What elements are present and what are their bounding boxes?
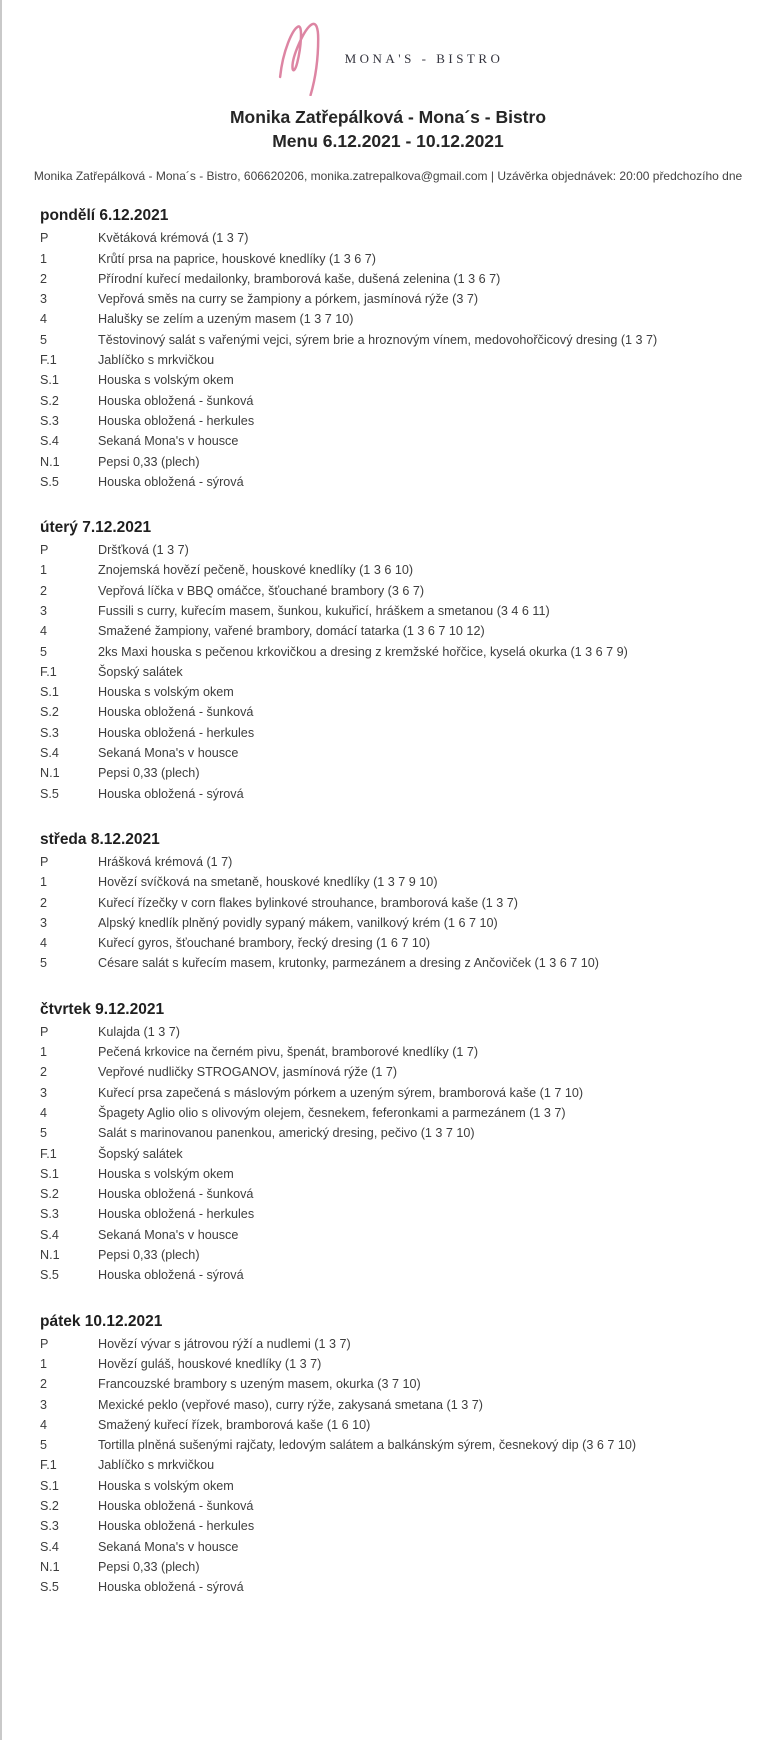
item-code: S.5 [40, 474, 59, 489]
menu-item-row [40, 231, 746, 251]
menu-item-row [40, 1248, 746, 1268]
menu-item-row [40, 1357, 746, 1377]
menu-item-row [40, 645, 746, 665]
item-code: 5 [40, 1126, 48, 1141]
menu-item-row [40, 705, 746, 725]
day-heading: pondělí 6.12.2021 [40, 207, 169, 225]
menu-item-row [40, 787, 746, 807]
item-code: 4 [40, 1417, 48, 1432]
item-code: S.1 [40, 1478, 59, 1493]
menu-item-row [40, 1268, 746, 1288]
day-items [40, 543, 746, 807]
item-text: Houska obložená - šunková [98, 1187, 254, 1202]
item-code: 5 [40, 956, 48, 971]
menu-item-row [40, 604, 746, 624]
item-text: Špagety Aglio olio s olivovým olejem, česnekem, feferonkami a parmezánem (1 3 7) [98, 1105, 566, 1120]
menu-item-row [40, 726, 746, 746]
item-text: Houska s volským okem [98, 373, 234, 388]
item-text: Houska obložená - herkules [98, 1207, 255, 1222]
item-code: F.1 [40, 353, 57, 368]
item-code: P [40, 1024, 49, 1039]
item-code: S.5 [40, 1268, 59, 1283]
menu-item-row [40, 956, 746, 976]
menu-item-row [40, 563, 746, 583]
menu-item-row [40, 1207, 746, 1227]
menu-item-row [40, 1025, 746, 1045]
item-code: 2 [40, 583, 48, 598]
item-text: Francouzské brambory s uzeným masem, okurka (3 7 10) [98, 1377, 421, 1392]
menu-item-row [40, 685, 746, 705]
item-text: Houska obložená - sýrová [98, 786, 244, 801]
item-code: 2 [40, 1065, 48, 1080]
menu-item-row [40, 475, 746, 495]
menu-item-row [40, 1479, 746, 1499]
item-text: 2ks Maxi houska s pečenou krkovičkou a dresing z kremžské hořčice, kyselá okurka (1 3 6 7 9) [98, 644, 628, 659]
item-code: F.1 [40, 664, 57, 679]
contact-line: Monika Zatřepálková - Mona´s - Bistro, 606620206, monika.zatrepalkova@gmail.com | Uzávěrka objednávek: 20:00 předchozího dne [33, 169, 743, 184]
item-code: 3 [40, 292, 48, 307]
item-code: S.1 [40, 1166, 59, 1181]
item-code: S.4 [40, 434, 59, 449]
item-text: Hovězí svíčková na smetaně, houskové knedlíky (1 3 7 9 10) [98, 875, 438, 890]
item-code: S.2 [40, 705, 59, 720]
item-text: Pepsi 0,33 (plech) [98, 1559, 200, 1574]
item-code: S.2 [40, 393, 59, 408]
menu-item-row [40, 1499, 746, 1519]
item-code: S.1 [40, 373, 59, 388]
day-section [40, 831, 746, 977]
menu-item-row [40, 333, 746, 353]
item-code: 1 [40, 1045, 48, 1060]
item-code: S.5 [40, 786, 59, 801]
item-text: Vepřová líčka v BBQ omáčce, šťouchané brambory (3 6 7) [98, 583, 425, 598]
menu-item-row [40, 1458, 746, 1478]
item-text: Přírodní kuřecí medailonky, bramborová kaše, dušená zelenina (1 3 6 7) [98, 271, 501, 286]
item-code: S.2 [40, 1187, 59, 1202]
item-text: Houska obložená - sýrová [98, 1580, 244, 1595]
menu-item-row [40, 665, 746, 685]
menu-item-row [40, 1228, 746, 1248]
item-text: Pepsi 0,33 (plech) [98, 766, 200, 781]
item-code: S.3 [40, 1207, 59, 1222]
item-code: S.4 [40, 1539, 59, 1554]
menu-item-row [40, 1540, 746, 1560]
menu-item-row [40, 353, 746, 373]
day-heading: čtvrtek 9.12.2021 [40, 1000, 165, 1018]
item-code: 4 [40, 1105, 48, 1120]
menu-item-row [40, 1398, 746, 1418]
item-code: F.1 [40, 1458, 57, 1473]
menu-item-row [40, 766, 746, 786]
item-text: Alpský knedlík plněný povidly sypaný mákem, vanilkový krém (1 6 7 10) [98, 915, 498, 930]
item-text: Krůtí prsa na paprice, houskové knedlíky (1 3 6 7) [98, 251, 376, 266]
item-text: Květáková krémová (1 3 7) [98, 231, 249, 246]
menu-item-row [40, 936, 746, 956]
day-section [40, 1313, 746, 1601]
item-text: Césare salát s kuřecím masem, krutonky, parmezánem a dresing z Ančoviček (1 3 6 7 10) [98, 956, 599, 971]
menu-item-row [40, 1045, 746, 1065]
menu-item-row [40, 855, 746, 875]
item-text: Kuřecí gyros, šťouchané brambory, řecký dresing (1 6 7 10) [98, 936, 431, 951]
item-code: S.5 [40, 1580, 59, 1595]
item-code: S.3 [40, 413, 59, 428]
menu-item-row [40, 252, 746, 272]
item-code: 5 [40, 332, 48, 347]
item-text: Houska obložená - herkules [98, 413, 255, 428]
menu-item-row [40, 414, 746, 434]
item-text: Houska s volským okem [98, 685, 234, 700]
menu-item-row [40, 272, 746, 292]
menu-item-row [40, 624, 746, 644]
item-code: 5 [40, 1438, 48, 1453]
menu-item-row [40, 1086, 746, 1106]
menu-item-row [40, 1147, 746, 1167]
item-code: 1 [40, 1356, 48, 1371]
item-text: Houska s volským okem [98, 1478, 234, 1493]
menu-item-row [40, 1337, 746, 1357]
menu-item-row [40, 1519, 746, 1539]
item-code: 4 [40, 312, 48, 327]
menu-item-row [40, 875, 746, 895]
item-text: Šopský salátek [98, 664, 183, 679]
item-text: Kuřecí řízečky v corn flakes bylinkové strouhance, bramborová kaše (1 3 7) [98, 895, 518, 910]
day-items [40, 855, 746, 977]
item-code: 1 [40, 563, 48, 578]
item-text: Pečená krkovice na černém pivu, špenát, bramborové knedlíky (1 7) [98, 1045, 479, 1060]
menu-item-row [40, 1560, 746, 1580]
item-text: Znojemská hovězí pečeně, houskové knedlíky (1 3 6 10) [98, 563, 414, 578]
item-text: Houska obložená - herkules [98, 725, 255, 740]
item-code: 2 [40, 1377, 48, 1392]
item-code: N.1 [40, 1559, 60, 1574]
item-text: Houska obložená - sýrová [98, 474, 244, 489]
logo-m-icon [273, 16, 331, 96]
item-code: P [40, 231, 49, 246]
item-text: Houska obložená - sýrová [98, 1268, 244, 1283]
item-text: Fussili s curry, kuřecím masem, šunkou, kukuřicí, hráškem a smetanou (3 4 6 11) [98, 604, 550, 618]
item-text: Houska obložená - šunková [98, 1498, 254, 1513]
day-section [40, 519, 746, 807]
item-text: Sekaná Mona's v housce [98, 434, 239, 449]
menu-item-row [40, 312, 746, 332]
item-code: 4 [40, 936, 48, 951]
item-text: Sekaná Mona's v housce [98, 746, 239, 761]
menu-item-row [40, 1126, 746, 1146]
day-items [40, 1025, 746, 1289]
item-text: Pepsi 0,33 (plech) [98, 1248, 200, 1263]
item-code: N.1 [40, 766, 60, 781]
menu-item-row [40, 394, 746, 414]
item-code: S.4 [40, 1227, 59, 1242]
item-code: S.3 [40, 1519, 59, 1534]
item-text: Jablíčko s mrkvičkou [98, 353, 215, 368]
item-text: Smažený kuřecí řízek, bramborová kaše (1 6 10) [98, 1417, 371, 1432]
item-text: Salát s marinovanou panenkou, americký dresing, pečivo (1 3 7 10) [98, 1126, 475, 1141]
item-code: P [40, 1336, 49, 1351]
menu-item-row [40, 1106, 746, 1126]
item-text: Mexické peklo (vepřové maso), curry rýže, zakysaná smetana (1 3 7) [98, 1397, 483, 1412]
menu-item-row [40, 543, 746, 563]
page-title-line1: Monika Zatřepálková - Mona´s - Bistro [229, 107, 547, 127]
item-code: 2 [40, 271, 48, 286]
menu-item-row [40, 373, 746, 393]
menu-item-row [40, 1065, 746, 1085]
item-text: Šopský salátek [98, 1146, 183, 1161]
item-text: Houska obložená - herkules [98, 1519, 255, 1534]
item-text: Pepsi 0,33 (plech) [98, 454, 200, 469]
item-text: Jablíčko s mrkvičkou [98, 1458, 215, 1473]
item-text: Sekaná Mona's v housce [98, 1227, 239, 1242]
item-text: Houska obložená - šunková [98, 393, 254, 408]
menu-item-row [40, 455, 746, 475]
day-section [40, 207, 746, 495]
item-code: S.3 [40, 725, 59, 740]
item-text: Hrášková krémová (1 7) [98, 854, 233, 869]
day-items [40, 231, 746, 495]
item-code: 1 [40, 875, 48, 890]
day-heading: úterý 7.12.2021 [40, 519, 152, 537]
logo [30, 16, 746, 96]
menu-item-row [40, 434, 746, 454]
page-title [30, 106, 746, 153]
item-text: Sekaná Mona's v housce [98, 1539, 239, 1554]
menu-item-row [40, 916, 746, 936]
item-code: N.1 [40, 1248, 60, 1263]
item-code: 3 [40, 915, 48, 930]
item-code: 3 [40, 604, 48, 618]
item-text: Dršťková (1 3 7) [98, 543, 189, 558]
item-code: F.1 [40, 1146, 57, 1161]
menu-item-row [40, 896, 746, 916]
item-code: S.4 [40, 746, 59, 761]
menu-item-row [40, 584, 746, 604]
item-text: Kulajda (1 3 7) [98, 1024, 180, 1039]
menu-days [30, 207, 746, 1600]
item-text: Vepřová směs na curry se žampiony a pórkem, jasmínová rýže (3 7) [98, 292, 479, 307]
item-text: Houska obložená - šunková [98, 705, 254, 720]
day-heading: pátek 10.12.2021 [40, 1312, 163, 1330]
menu-item-row [40, 1580, 746, 1600]
item-text: Houska s volským okem [98, 1166, 234, 1181]
item-code: N.1 [40, 454, 60, 469]
item-code: S.1 [40, 685, 59, 700]
menu-item-row [40, 292, 746, 312]
item-code: P [40, 854, 49, 869]
item-text: Těstovinový salát s vařenými vejci, sýrem brie a hroznovým vínem, medovohořčicový dresing (1 3 7) [98, 332, 658, 347]
item-text: Hovězí vývar s játrovou rýží a nudlemi (1 3 7) [98, 1336, 351, 1351]
item-code: 3 [40, 1397, 48, 1412]
menu-item-row [40, 1187, 746, 1207]
item-code: 5 [40, 644, 48, 659]
day-section [40, 1001, 746, 1289]
item-code: S.2 [40, 1498, 59, 1513]
item-text: Smažené žampiony, vařené brambory, domácí tatarka (1 3 6 7 10 12) [98, 624, 485, 639]
item-text: Halušky se zelím a uzeným masem (1 3 7 10) [98, 312, 354, 327]
page-title-line2: Menu 6.12.2021 - 10.12.2021 [272, 130, 504, 151]
menu-item-row [40, 1377, 746, 1397]
menu-item-row [40, 1438, 746, 1458]
item-text: Tortilla plněná sušenými rajčaty, ledovým salátem a balkánským sýrem, česnekový dip (3 6 7 10) [98, 1438, 637, 1453]
menu-item-row [40, 746, 746, 766]
item-text: Hovězí guláš, houskové knedlíky (1 3 7) [98, 1356, 322, 1371]
menu-item-row [40, 1418, 746, 1438]
item-code: 1 [40, 251, 48, 266]
day-items [40, 1337, 746, 1601]
item-code: 4 [40, 624, 48, 639]
menu-page [2, 0, 774, 1640]
item-text: Kuřecí prsa zapečená s máslovým pórkem a uzeným sýrem, bramborová kaše (1 7 10) [98, 1085, 584, 1100]
item-code: P [40, 543, 49, 558]
day-heading: středa 8.12.2021 [40, 830, 160, 848]
item-code: 3 [40, 1085, 48, 1100]
item-text: Vepřové nudličky STROGANOV, jasmínová rýže (1 7) [98, 1065, 398, 1080]
item-code: 2 [40, 895, 48, 910]
menu-item-row [40, 1167, 746, 1187]
brand-text: MONA'S - BISTRO [344, 51, 504, 66]
